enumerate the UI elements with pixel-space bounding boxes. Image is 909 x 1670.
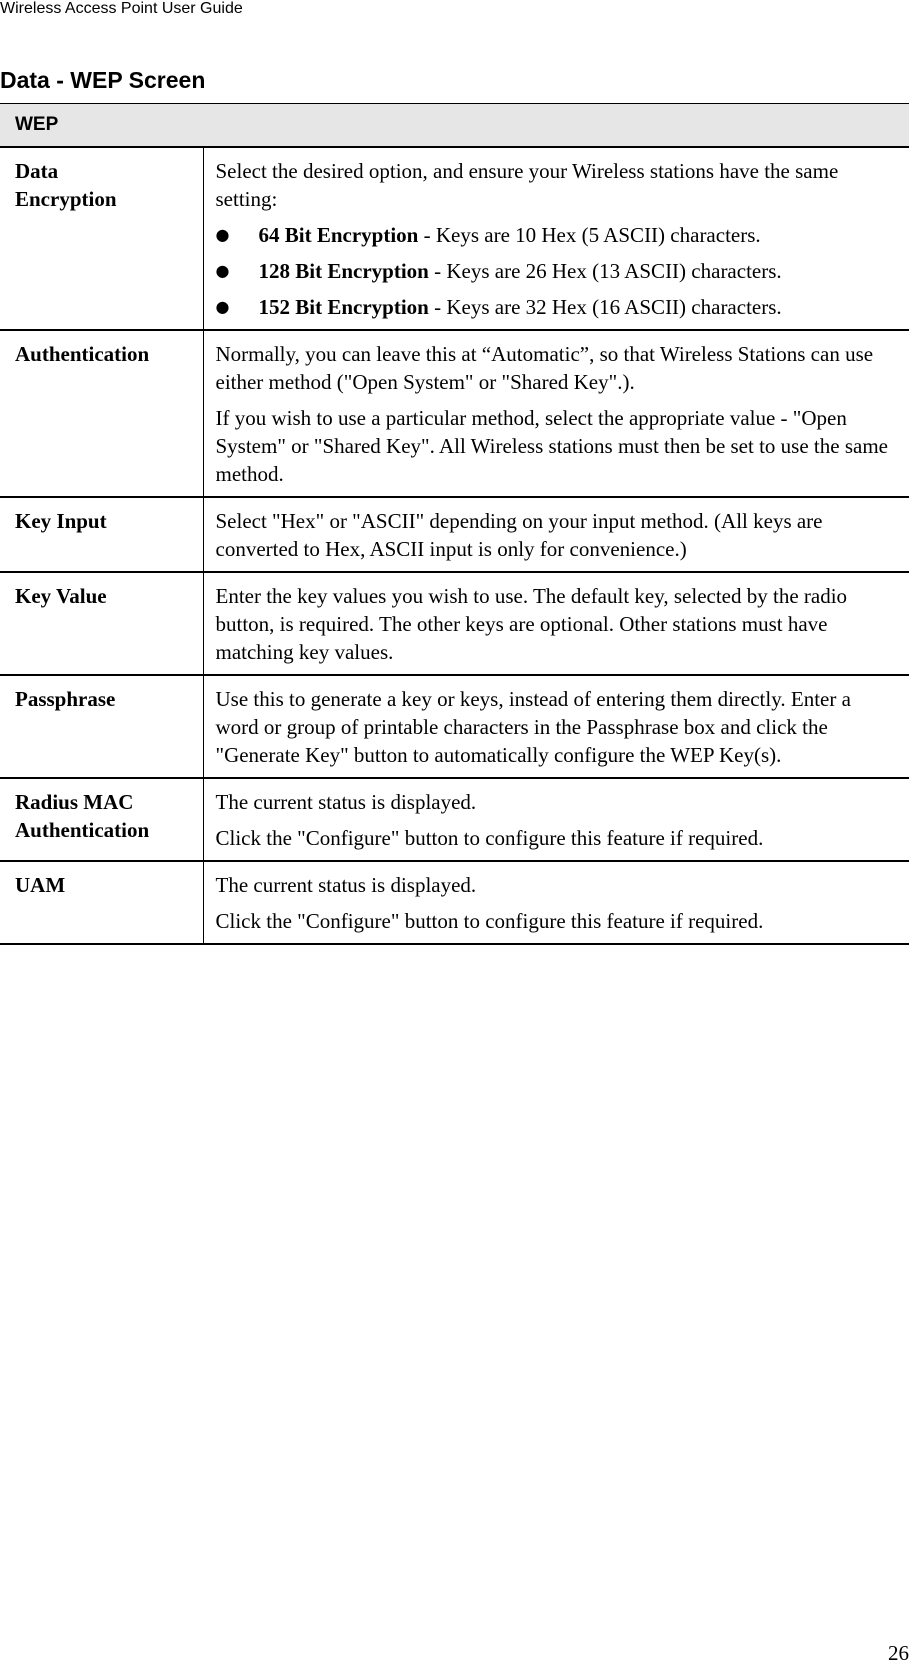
bullet-icon: ●	[215, 261, 230, 280]
row-term: Passphrase	[0, 675, 203, 778]
description-text: Select "Hex" or "ASCII" depending on your input method. (All keys are converted to Hex, ASCII input is only for convenience.)	[215, 509, 823, 561]
encryption-options-list	[216, 221, 898, 321]
row-term: Key Input	[0, 497, 203, 572]
option-name: 152 Bit Encryption	[258, 295, 429, 319]
row-description	[203, 675, 909, 778]
bullet-icon: ●	[215, 225, 230, 244]
row-description	[203, 330, 909, 497]
row-term	[0, 147, 203, 330]
list-item	[216, 293, 898, 321]
table-row-uam	[0, 861, 909, 944]
section-title: Data - WEP Screen	[0, 67, 206, 93]
description-text: Enter the key values you wish to use. The default key, selected by the radio button, is required. The other keys are optional. Other stations must have matching key values.	[215, 584, 848, 664]
description-text: The current status is displayed.	[215, 790, 477, 814]
table-header-row	[0, 104, 909, 148]
table-header-label: WEP	[0, 104, 909, 148]
table-row-data-encryption	[0, 147, 909, 330]
bullet-icon: ●	[215, 297, 230, 316]
row-description	[203, 497, 909, 572]
option-text: - Keys are 32 Hex (16 ASCII) characters.	[428, 295, 782, 319]
table-row-key-input	[0, 497, 909, 572]
row-term: Key Value	[0, 572, 203, 675]
description-text: Click the "Configure" button to configure this feature if required.	[215, 826, 764, 850]
row-term: Authentication	[0, 330, 203, 497]
option-text: - Keys are 10 Hex (5 ASCII) characters.	[418, 223, 761, 247]
row-term: Radius MAC Authentication	[0, 778, 203, 861]
option-text: - Keys are 26 Hex (13 ASCII) characters.	[428, 259, 782, 283]
table-row-key-value	[0, 572, 909, 675]
row-description	[203, 778, 909, 861]
row-description	[203, 147, 909, 330]
table-row-passphrase	[0, 675, 909, 778]
table-row-authentication	[0, 330, 909, 497]
option-name: 128 Bit Encryption	[258, 259, 429, 283]
description-text: Use this to generate a key or keys, instead of entering them directly. Enter a word or group of printable characters in the Passphrase box and click the "Generate Key" button to automatically configure the WEP Key(s).	[215, 687, 851, 767]
option-name: 64 Bit Encryption	[258, 223, 419, 247]
description-text: Select the desired option, and ensure your Wireless stations have the same setting:	[215, 159, 839, 211]
description-text: Normally, you can leave this at “Automatic”, so that Wireless Stations can use either method ("Open System" or "Shared Key".).	[215, 342, 874, 394]
list-item	[216, 221, 898, 249]
running-header: Wireless Access Point User Guide	[0, 0, 243, 17]
description-text: Click the "Configure" button to configure this feature if required.	[215, 909, 764, 933]
description-text: If you wish to use a particular method, select the appropriate value - "Open System" or "Shared Key". All Wireless stations must then be set to use the same method.	[215, 406, 888, 486]
row-term: UAM	[0, 861, 203, 944]
row-description	[203, 861, 909, 944]
page-number: 26	[888, 1641, 909, 1665]
description-text: The current status is displayed.	[215, 873, 477, 897]
row-description	[203, 572, 909, 675]
list-item	[216, 257, 898, 285]
wep-settings-table	[0, 103, 909, 945]
term-label: Data Encryption	[15, 159, 117, 211]
table-row-radius-mac-authentication	[0, 778, 909, 861]
